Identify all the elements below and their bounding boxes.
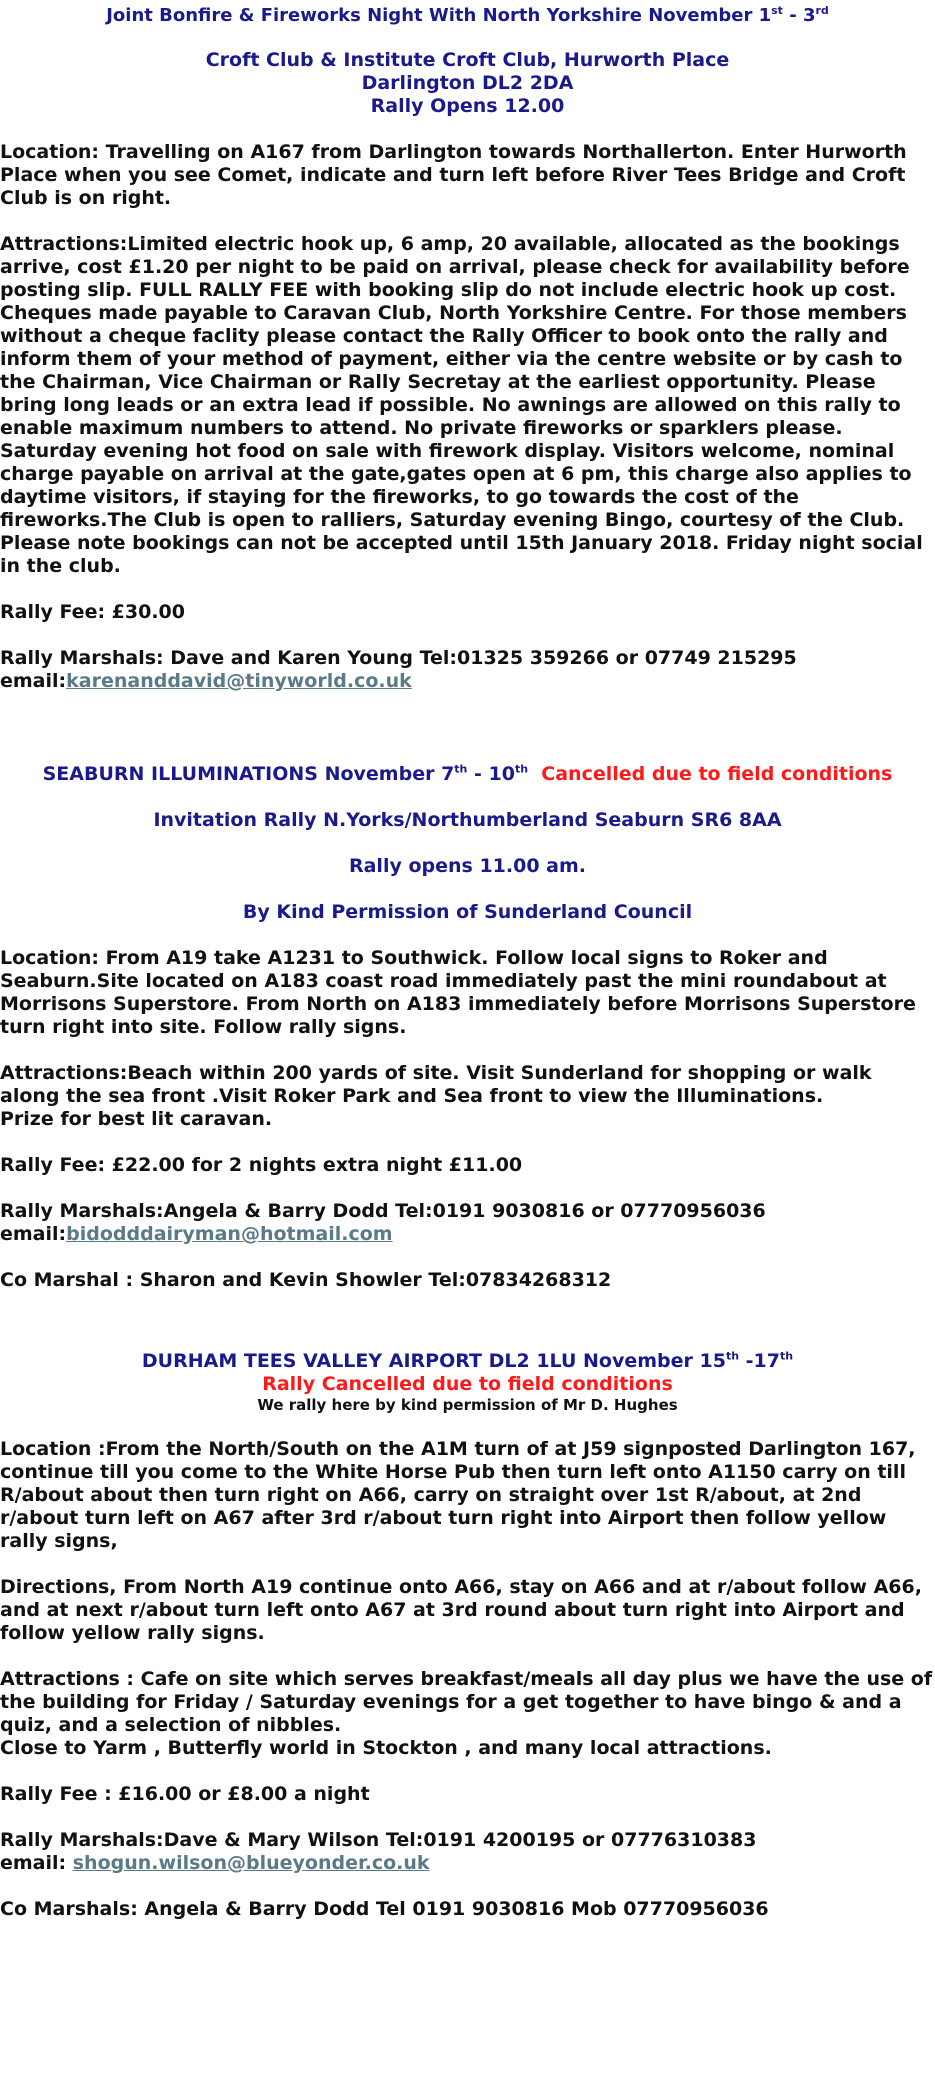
- event-bonfire: [0, 0, 935, 693]
- rally-fee: Rally Fee : £16.00 or £8.00 a night: [0, 1783, 370, 1805]
- permission-line: By Kind Permission of Sunderland Council: [242, 901, 693, 923]
- email-label: email:: [0, 1223, 67, 1245]
- location-text: Location: From A19 take A1231 to Southwick. Follow local signs to Roker and Seaburn.Site located on A183 coast road immediately past the mini roundabout at Morrisons Superstore. From North on A183 immediately before Morrisons Superstore turn right into site. Follow rally signs.: [0, 947, 916, 1038]
- event-seaburn: [0, 763, 935, 1292]
- rally-opens: Rally opens 11.00 am.: [348, 855, 587, 877]
- attractions-text: Attractions:Beach within 200 yards of site. Visit Sunderland for shopping or walk along the sea front .Visit Roker Park and Sea front to view the Illuminations.: [0, 1062, 872, 1107]
- event-title: DURHAM TEES VALLEY AIRPORT DL2 1LU November 15th -17th: [141, 1349, 794, 1372]
- cancelled-notice: Rally Cancelled due to field conditions: [262, 1373, 673, 1395]
- location-text: Location :From the North/South on the A1M turn of at J59 signposted Darlington 167, continue till you come to the White Horse Pub then turn left onto A1150 carry on till R/about about then turn right on A66, carry on straight over 1st R/about, at 2nd r/about turn left on A67 after 3rd r/about turn right into Airport then follow yellow rally signs,: [0, 1438, 916, 1552]
- attractions-text: Attractions : Cafe on site which serves breakfast/meals all day plus we have the use of the building for Friday / Saturday evenings for a get together to have bingo & and a quiz, and a selection of nibbles.: [0, 1668, 933, 1736]
- rally-marshals: Rally Marshals: Dave and Karen Young Tel:01325 359266 or 07749 215295: [0, 647, 797, 669]
- rally-marshals: Rally Marshals:Angela & Barry Dodd Tel:0191 9030816 or 07770956036: [0, 1200, 766, 1222]
- location-text: Location: Travelling on A167 from Darlington towards Northallerton. Enter Hurworth Place when you see Comet, indicate and turn left before River Tees Bridge and Croft Club is on right.: [0, 141, 907, 209]
- email-link[interactable]: bidodddairyman@hotmail.com: [66, 1223, 393, 1245]
- email-line: [0, 1852, 935, 1875]
- attractions-text: Attractions:Limited electric hook up, 6 amp, 20 available, allocated as the bookings arrive, cost £1.20 per night to be paid on arrival, please check for availability before posting slip. FULL RALLY FEE with booking slip do not include electric hook up cost. Cheques made payable to Caravan Club, North Yorkshire Centre. For those members without a cheque faclity please contact the Rally Officer to book onto the rally and inform them of your method of payment, either via the centre website or by cash to the Chairman, Vice Chairman or Rally Secretay at the earliest opportunity. Please bring long leads or an extra lead if possible. No awnings are allowed on this rally to enable maximum numbers to attend. No private fireworks or sparklers please. Saturday evening hot food on sale with firework display. Visitors welcome, nominal charge payable on arrival at the gate,gates open at 6 pm, this charge also applies to daytime visitors, if staying for the fireworks, to go towards the cost of the fireworks.The Club is open to ralliers, Saturday evening Bingo, courtesy of the Club. Please note bookings can not be accepted until 15th January 2018. Friday night social in the club.: [0, 233, 923, 577]
- rally-opens: Rally Opens 12.00: [370, 95, 565, 117]
- invitation-line: Invitation Rally N.Yorks/Northumberland Seaburn SR6 8AA: [153, 809, 782, 831]
- permission-line: We rally here by kind permission of Mr D. Hughes: [257, 1396, 678, 1414]
- email-link[interactable]: shogun.wilson@blueyonder.co.uk: [72, 1852, 430, 1874]
- co-marshal: Co Marshal : Sharon and Kevin Showler Tel:07834268312: [0, 1269, 612, 1291]
- rally-fee: Rally Fee: £30.00: [0, 601, 185, 623]
- venue-line: Croft Club & Institute Croft Club, Hurworth Place: [205, 49, 730, 71]
- cancelled-notice: Cancelled due to field conditions: [541, 763, 893, 785]
- email-label: email:: [0, 1852, 73, 1874]
- directions-text: Directions, From North A19 continue onto A66, stay on A66 and at r/about follow A66, and at next r/about turn left onto A67 at 3rd round about turn right into Airport and follow yellow rally signs.: [0, 1576, 922, 1644]
- event-durham-airport: [0, 1350, 935, 1921]
- email-line: [0, 670, 935, 693]
- email-line: [0, 1223, 935, 1246]
- event-title: SEABURN ILLUMINATIONS November 7th - 10th Cancelled due to field conditions: [42, 762, 893, 785]
- email-link[interactable]: karenanddavid@tinyworld.co.uk: [66, 670, 412, 692]
- rally-marshals: Rally Marshals:Dave & Mary Wilson Tel:0191 4200195 or 07776310383: [0, 1829, 757, 1851]
- venue-line: Darlington DL2 2DA: [361, 72, 574, 94]
- attractions-text: Prize for best lit caravan.: [0, 1108, 273, 1130]
- event-title: Joint Bonfire & Fireworks Night With North Yorkshire November 1st - 3rd: [106, 4, 829, 26]
- rally-fee: Rally Fee: £22.00 for 2 nights extra night £11.00: [0, 1154, 523, 1176]
- email-label: email:: [0, 670, 67, 692]
- co-marshals: Co Marshals: Angela & Barry Dodd Tel 0191 9030816 Mob 07770956036: [0, 1898, 769, 1920]
- attractions-text: Close to Yarm , Butterfly world in Stockton , and many local attractions.: [0, 1737, 772, 1759]
